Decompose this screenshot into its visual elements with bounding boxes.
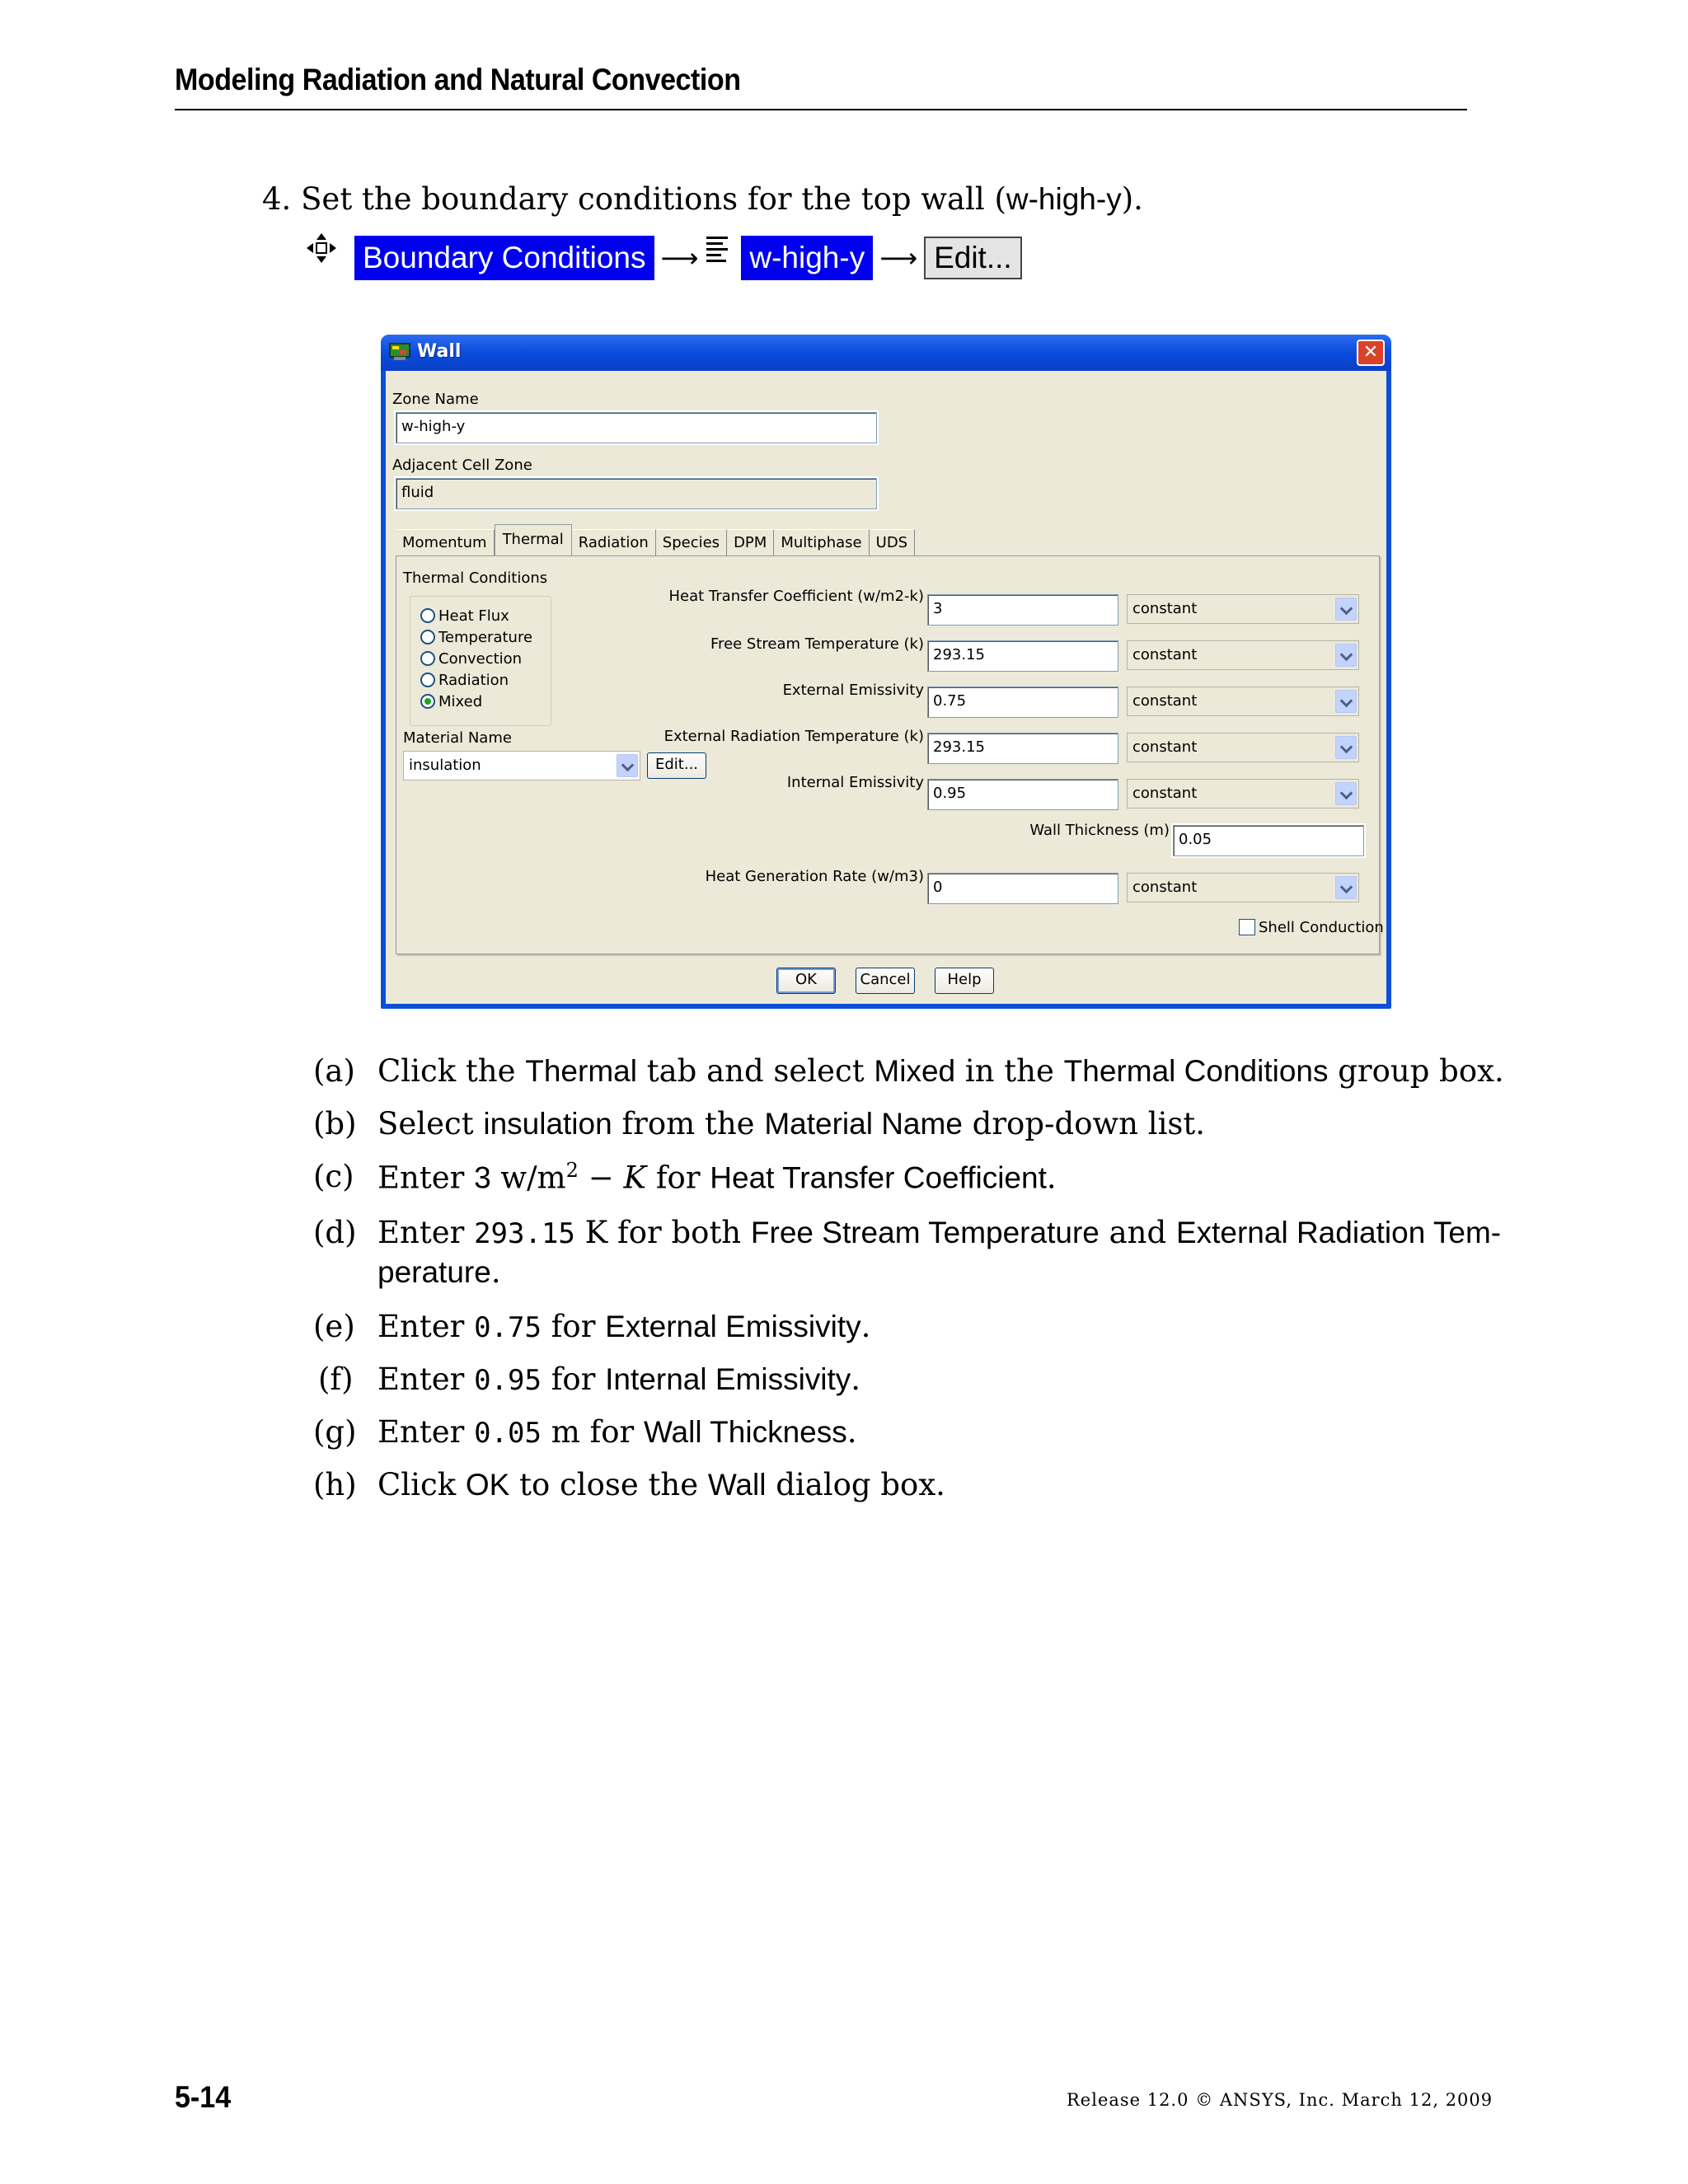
item-text: . <box>860 1309 871 1344</box>
item-code: 0.75 <box>474 1311 542 1344</box>
fluent-app-icon <box>389 343 410 361</box>
shell-conduction-label: Shell Conduction <box>1259 919 1384 936</box>
item-marker: (c) <box>313 1159 354 1194</box>
external-emissivity-method[interactable] <box>1127 687 1359 716</box>
chevron-down-icon[interactable] <box>1335 598 1357 621</box>
step-text <box>262 181 1143 217</box>
material-name-value: insulation <box>409 757 481 774</box>
item-keyword: insulation <box>483 1107 612 1141</box>
external-emissivity-label: External Emissivity <box>782 682 924 699</box>
item-text: . <box>851 1361 861 1397</box>
thermal-conditions-label: Thermal Conditions <box>403 569 548 587</box>
item-marker: (f) <box>318 1361 354 1397</box>
free-stream-temperature-method[interactable] <box>1127 640 1359 670</box>
close-button[interactable]: ✕ <box>1357 340 1385 366</box>
thermal-tab-panel <box>396 555 1384 954</box>
heat-generation-rate-field[interactable]: 0 <box>927 873 1118 904</box>
item-unit: w/m <box>500 1160 566 1196</box>
nav-arrow: ⟶ <box>660 242 699 274</box>
adjacent-cell-zone-field: fluid <box>396 478 877 509</box>
free-stream-temperature-field[interactable]: 293.15 <box>927 640 1118 672</box>
material-edit-button[interactable]: Edit... <box>647 752 706 779</box>
tab-dpm[interactable]: DPM <box>727 529 774 555</box>
release-notice: Release 12.0 © ANSYS, Inc. March 12, 2009 <box>1067 2090 1493 2110</box>
dialog-body <box>386 371 1386 1004</box>
nav-boundary-conditions[interactable]: Boundary Conditions <box>354 236 654 280</box>
item-text: from the <box>621 1106 755 1141</box>
header-rule <box>175 109 1467 110</box>
chevron-down-icon[interactable] <box>1335 782 1357 805</box>
move-arrows-icon <box>305 232 338 265</box>
item-keyword: External Radiation Tem- <box>1175 1216 1502 1249</box>
radio-convection[interactable] <box>420 648 522 669</box>
external-emissivity-field[interactable]: 0.75 <box>927 687 1118 718</box>
item-text: . <box>1046 1160 1057 1196</box>
item-keyword: External Emissivity <box>605 1310 861 1343</box>
item-text: Enter <box>377 1160 465 1196</box>
item-unit: − K <box>588 1160 647 1196</box>
heat-transfer-coefficient-method[interactable] <box>1127 594 1359 624</box>
tab-thermal[interactable]: Thermal <box>495 524 572 555</box>
wall-thickness-label: Wall Thickness (m) <box>1029 822 1170 839</box>
item-text: for <box>551 1361 596 1397</box>
item-text: and <box>1109 1215 1167 1250</box>
item-text: K for both <box>584 1215 742 1250</box>
item-marker: (g) <box>313 1414 357 1450</box>
item-text: . <box>846 1414 857 1450</box>
item-code: 0.95 <box>474 1364 542 1397</box>
step-number: 4. <box>262 181 292 217</box>
item-text: Enter <box>377 1309 465 1344</box>
item-keyword: perature <box>377 1255 491 1289</box>
heat-transfer-coefficient-label: Heat Transfer Coefficient (w/m2-k) <box>668 588 924 605</box>
material-name-label: Material Name <box>403 729 512 747</box>
internal-emissivity-field[interactable]: 0.95 <box>927 779 1118 810</box>
page-number: 5-14 <box>175 2080 232 2114</box>
internal-emissivity-label: Internal Emissivity <box>786 774 924 791</box>
item-text: tab and select <box>646 1053 865 1089</box>
radio-button-selected[interactable] <box>420 694 435 709</box>
item-text: for <box>551 1309 596 1344</box>
step-text-after: ). <box>1121 181 1143 217</box>
item-text: drop-down list. <box>972 1106 1206 1141</box>
item-text: m for <box>551 1414 635 1450</box>
tab-momentum[interactable]: Momentum <box>396 529 495 555</box>
external-radiation-temperature-method[interactable] <box>1127 733 1359 762</box>
item-marker: (a) <box>313 1053 355 1089</box>
chevron-down-icon[interactable] <box>1335 644 1357 667</box>
internal-emissivity-method[interactable] <box>1127 779 1359 808</box>
material-name-dropdown[interactable] <box>403 751 640 780</box>
zone-name-field[interactable]: w-high-y <box>396 412 877 443</box>
external-radiation-temperature-field[interactable]: 293.15 <box>927 733 1118 764</box>
tab-multiphase[interactable]: Multiphase <box>774 529 869 555</box>
tab-strip <box>396 524 915 555</box>
item-keyword: OK <box>465 1468 510 1502</box>
item-code: 293.15 <box>474 1217 575 1250</box>
item-text: . <box>490 1254 501 1290</box>
zone-name-label: Zone Name <box>392 391 479 408</box>
item-text: in the <box>964 1053 1054 1089</box>
adjacent-cell-zone-label: Adjacent Cell Zone <box>392 457 532 474</box>
radio-label: Heat Flux <box>438 607 509 625</box>
radio-label: Convection <box>438 649 523 668</box>
item-text: Enter <box>377 1215 465 1250</box>
thermal-conditions-group <box>410 596 551 726</box>
radio-button[interactable] <box>420 608 435 623</box>
radio-label: Temperature <box>438 628 533 646</box>
external-radiation-temperature-label: External Radiation Temperature (k) <box>663 728 924 745</box>
dialog-titlebar[interactable] <box>381 335 1391 371</box>
wall-thickness-field[interactable]: 0.05 <box>1173 825 1364 856</box>
item-keyword: 3 <box>474 1160 491 1195</box>
method-value: constant <box>1132 692 1198 710</box>
nav-edit-button[interactable]: Edit... <box>924 237 1022 279</box>
chevron-down-icon[interactable] <box>1335 690 1357 713</box>
radio-button[interactable] <box>420 651 435 666</box>
chevron-down-icon[interactable] <box>1335 876 1357 899</box>
item-keyword: Thermal Conditions <box>1063 1054 1329 1088</box>
item-text: Enter <box>377 1414 465 1450</box>
item-text: Select <box>377 1106 474 1141</box>
heat-transfer-coefficient-field[interactable]: 3 <box>927 594 1118 626</box>
running-head: Modeling Radiation and Natural Convection <box>175 63 741 96</box>
method-value: constant <box>1132 738 1198 756</box>
heat-generation-rate-method[interactable] <box>1127 873 1359 902</box>
item-text: for <box>655 1160 701 1196</box>
item-code: 0.05 <box>474 1417 542 1450</box>
ok-button[interactable]: OK <box>776 968 836 994</box>
nav-arrow: ⟶ <box>879 242 918 274</box>
item-text: Enter <box>377 1361 465 1397</box>
tab-radiation[interactable]: Radiation <box>572 529 656 555</box>
tab-uds[interactable]: UDS <box>870 529 915 555</box>
free-stream-temperature-label: Free Stream Temperature (k) <box>710 635 924 653</box>
radio-temperature[interactable] <box>420 626 532 648</box>
item-marker: (e) <box>313 1309 355 1344</box>
method-value: constant <box>1132 646 1198 663</box>
item-marker: (b) <box>313 1106 357 1141</box>
item-keyword: Thermal <box>525 1054 637 1088</box>
radio-label: Mixed <box>438 692 483 710</box>
item-keyword: Material Name <box>764 1107 963 1141</box>
item-text: Click <box>377 1467 457 1502</box>
item-marker: (d) <box>313 1215 357 1250</box>
item-keyword: Wall <box>707 1468 767 1502</box>
wall-dialog <box>381 335 1391 1009</box>
radio-button[interactable] <box>420 630 435 644</box>
menu-path <box>305 234 1022 282</box>
item-text: group box. <box>1338 1053 1504 1089</box>
nav-w-high-y[interactable]: w-high-y <box>741 236 873 280</box>
tab-species[interactable]: Species <box>656 529 727 555</box>
shell-conduction-checkbox[interactable] <box>1239 919 1255 935</box>
chevron-down-icon[interactable] <box>1335 736 1357 759</box>
radio-radiation[interactable] <box>420 669 509 691</box>
method-value: constant <box>1132 785 1198 802</box>
item-text: Click the <box>377 1053 516 1089</box>
radio-mixed[interactable] <box>420 691 482 712</box>
radio-heat-flux[interactable] <box>420 605 509 626</box>
method-value: constant <box>1132 600 1198 617</box>
cancel-button[interactable]: Cancel <box>856 968 915 994</box>
item-keyword: Wall Thickness <box>644 1415 847 1449</box>
item-text: to close the <box>519 1467 699 1502</box>
dialog-title: Wall <box>417 341 462 362</box>
step-code: w-high-y <box>1006 182 1122 216</box>
item-keyword: Free Stream Temperature <box>750 1216 1100 1249</box>
item-exponent: 2 <box>565 1159 579 1182</box>
chevron-down-icon[interactable] <box>617 754 638 777</box>
item-keyword: Mixed <box>874 1054 956 1088</box>
list-icon <box>705 235 731 268</box>
heat-generation-rate-label: Heat Generation Rate (w/m3) <box>705 868 924 885</box>
item-text: dialog box. <box>776 1467 945 1502</box>
help-button[interactable]: Help <box>935 968 994 994</box>
radio-label: Radiation <box>438 671 509 689</box>
item-marker: (h) <box>313 1467 357 1502</box>
radio-button[interactable] <box>420 673 435 687</box>
method-value: constant <box>1132 879 1198 896</box>
step-text-before: Set the boundary conditions for the top wall ( <box>301 181 1006 217</box>
item-keyword: Internal Emissivity <box>605 1362 851 1396</box>
item-keyword: Heat Transfer Coefficient <box>710 1160 1047 1195</box>
